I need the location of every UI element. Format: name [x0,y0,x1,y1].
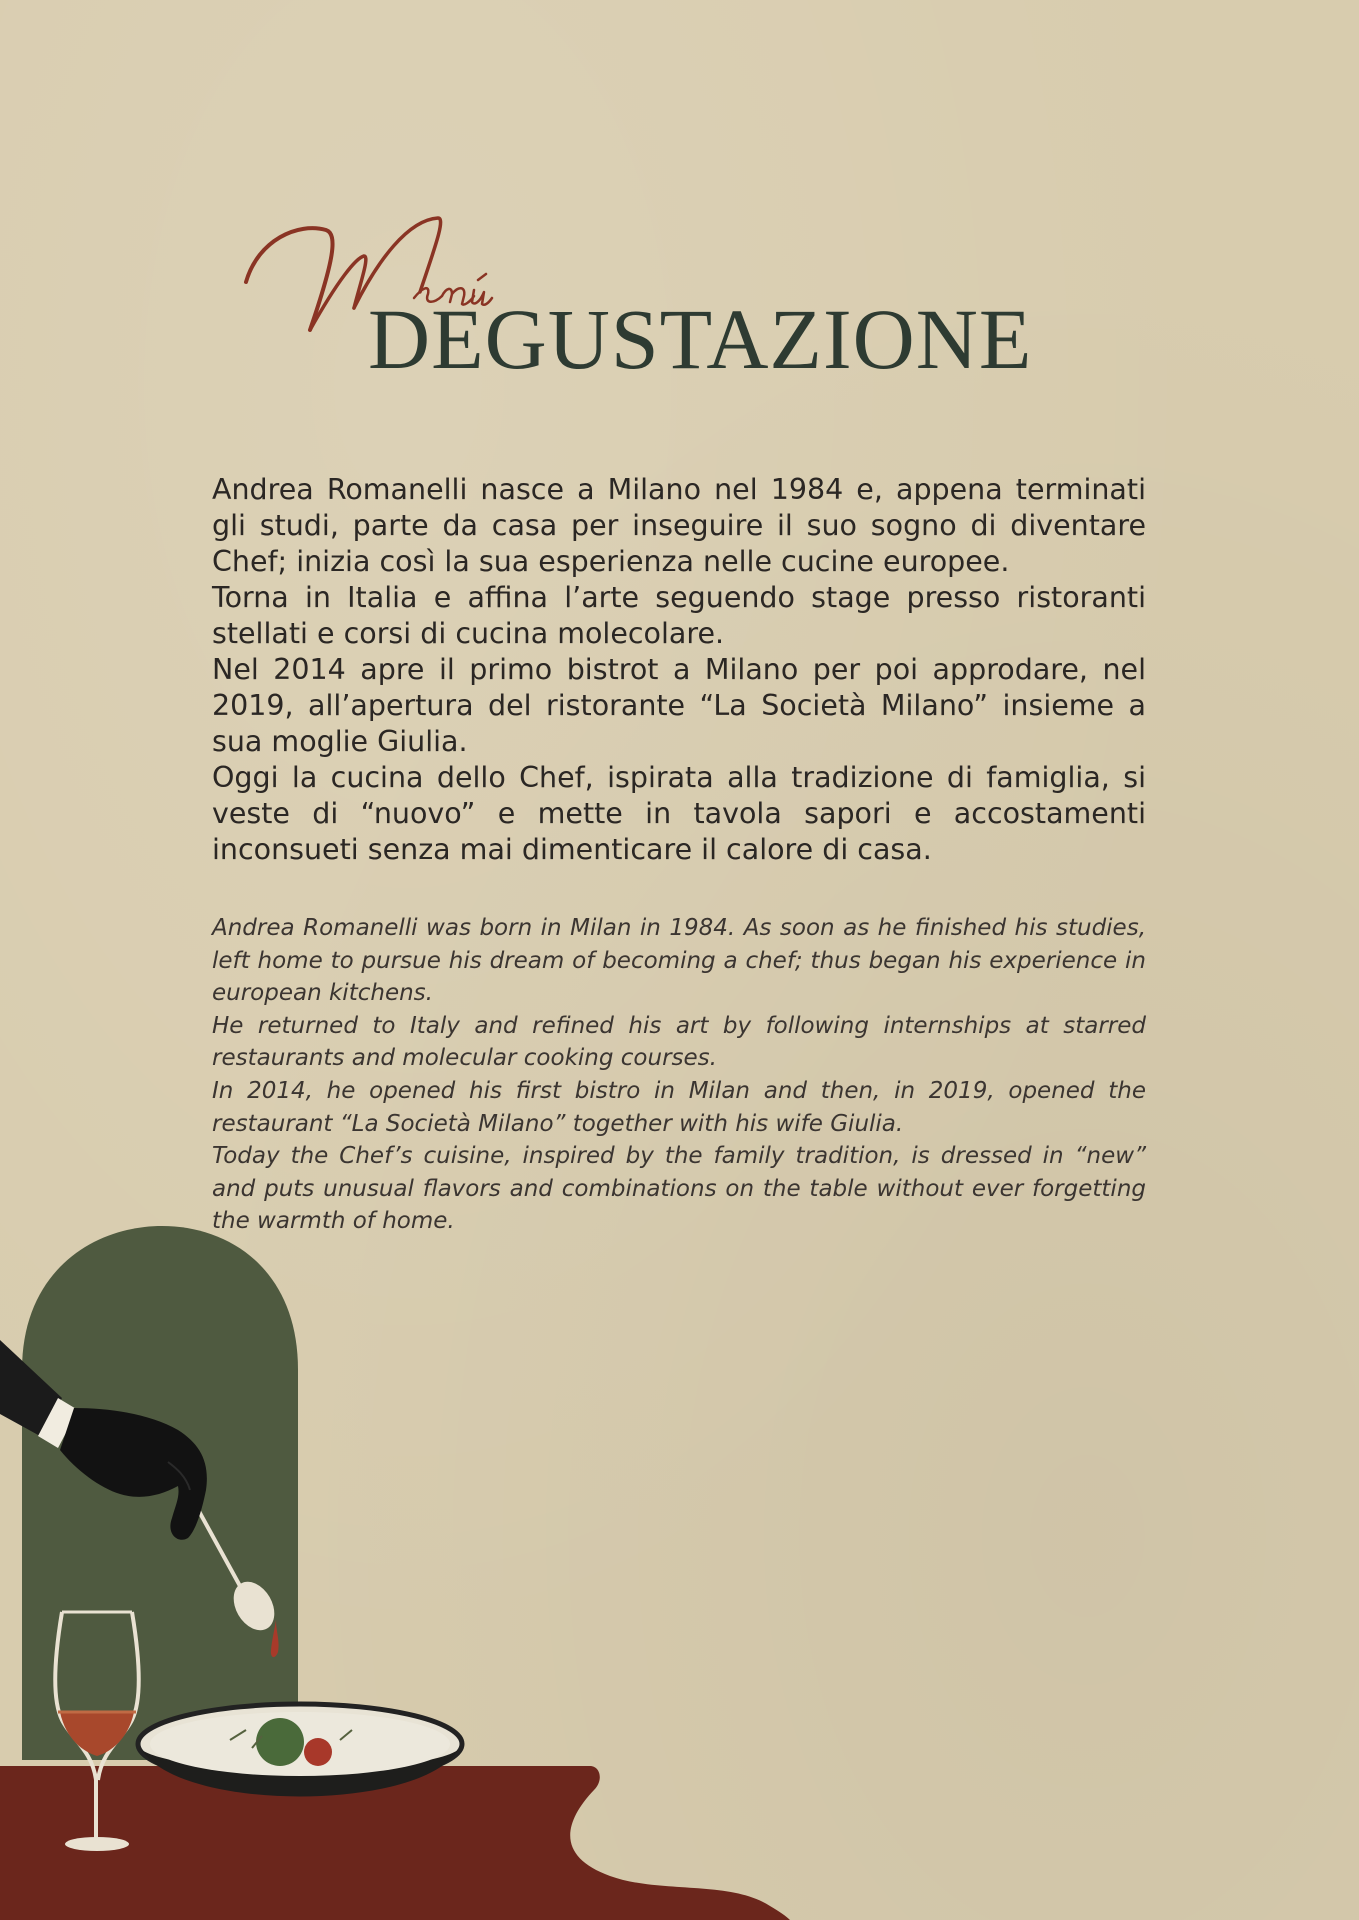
bio-italian-paragraph: Nel 2014 apre il primo bistrot a Milano per poi approdare, nel 2019, all’apertura del ristorante “La Società Milano” insieme a sua moglie Giulia. [212,653,1146,758]
bio-english-paragraph: He returned to Italy and refined his art by following internships at starred restaurants and molecular cooking courses. [212,1012,1146,1072]
bio-english-paragraph: Today the Chef’s cuisine, inspired by the family tradition, is dressed in “new” and puts unusual flavors and combinations on the table without ever forgetting the warmth of home. [212,1143,1146,1235]
bio-english [212,912,1146,1238]
bio-italian-paragraph: Andrea Romanelli nasce a Milano nel 1984 e, appena terminati gli studi, parte da casa per inseguire il suo sogno di diventare Chef; inizia così la sua esperienza nelle cucine europee. [212,473,1146,578]
bio-english-paragraph: Andrea Romanelli was born in Milan in 1984. As soon as he finished his studies, left home to pursue his dream of becoming a chef; thus began his experience in european kitchens. [212,915,1146,1007]
bio-english-paragraph: In 2014, he opened his first bistro in Milan and then, in 2019, opened the restaurant “La Società Milano” together with his wife Giulia. [212,1077,1146,1137]
bio-italian-paragraph: Torna in Italia e affina l’arte seguendo stage presso ristoranti stellati e corsi di cucina molecolare. [212,581,1146,650]
bio-italian-paragraph: Oggi la cucina dello Chef, ispirata alla tradizione di famiglia, si veste di “nuovo” e mette in tavola sapori e accostamenti inconsueti senza mai dimenticare il calore di casa. [212,761,1146,866]
chef-plating-illustration [0,1200,880,1920]
bio-italian [212,472,1146,868]
degustazione-title: DEGUSTAZIONE [368,291,1033,387]
